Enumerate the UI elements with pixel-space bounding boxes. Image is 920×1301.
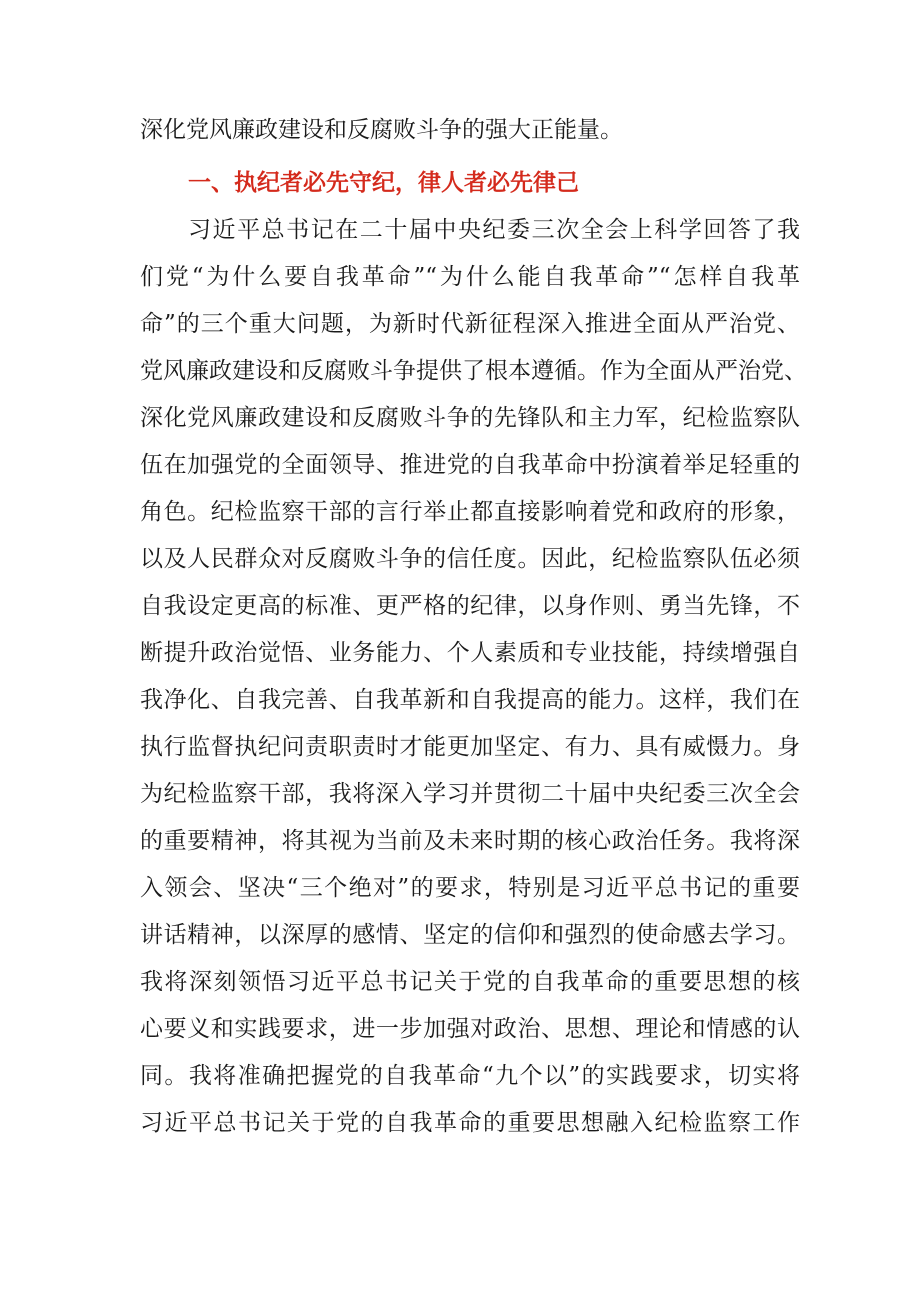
paragraph-line: 心要义和实践要求，进一步加强对政治、思想、理论和情感的认 xyxy=(140,1016,800,1042)
paragraph-line: 为纪检监察干部，我将深入学习并贯彻二十届中央纪委三次全会 xyxy=(140,781,800,807)
paragraph-line: 伍在加强党的全面领导、推进党的自我革命中扮演着举足轻重的 xyxy=(140,452,800,478)
intro-line: 深化党风廉政建设和反腐败斗争的强大正能量。 xyxy=(140,117,623,143)
paragraph-line: 深化党风廉政建设和反腐败斗争的先锋队和主力军，纪检监察队 xyxy=(140,405,800,431)
paragraph-line: 断提升政治觉悟、业务能力、个人素质和专业技能，持续增强自 xyxy=(140,640,800,666)
paragraph-line: 命”的三个重大问题，为新时代新征程深入推进全面从严治党、 xyxy=(140,311,800,337)
paragraph-line: 我净化、自我完善、自我革新和自我提高的能力。这样，我们在 xyxy=(140,687,800,713)
paragraph-line: 我将深刻领悟习近平总书记关于党的自我革命的重要思想的核 xyxy=(140,969,800,995)
paragraph-line: 同。我将准确把握党的自我革命“九个以”的实践要求，切实将 xyxy=(140,1063,800,1089)
paragraph-line: 党风廉政建设和反腐败斗争提供了根本遵循。作为全面从严治党、 xyxy=(140,358,807,384)
paragraph-line: 入领会、坚决“三个绝对”的要求，特别是习近平总书记的重要 xyxy=(140,875,800,901)
paragraph-line: 习近平总书记关于党的自我革命的重要思想融入纪检监察工作 xyxy=(140,1110,800,1136)
paragraph-line: 以及人民群众对反腐败斗争的信任度。因此，纪检监察队伍必须 xyxy=(140,546,800,572)
paragraph-line: 们党“为什么要自我革命”“为什么能自我革命”“怎样自我革 xyxy=(140,264,800,290)
paragraph-line: 习近平总书记在二十届中央纪委三次全会上科学回答了我 xyxy=(188,217,800,243)
paragraph-line: 自我设定更高的标准、更严格的纪律，以身作则、勇当先锋，不 xyxy=(140,593,800,619)
paragraph-line: 的重要精神，将其视为当前及未来时期的核心政治任务。我将深 xyxy=(140,828,800,854)
paragraph-line: 执行监督执纪问责职责时才能更加坚定、有力、具有威慑力。身 xyxy=(140,734,800,760)
section-heading: 一、执纪者必先守纪，律人者必先律己 xyxy=(188,170,579,196)
paragraph-line: 角色。纪检监察干部的言行举止都直接影响着党和政府的形象， xyxy=(140,499,800,525)
paragraph-line: 讲话精神，以深厚的感情、坚定的信仰和强烈的使命感去学习。 xyxy=(140,922,800,948)
